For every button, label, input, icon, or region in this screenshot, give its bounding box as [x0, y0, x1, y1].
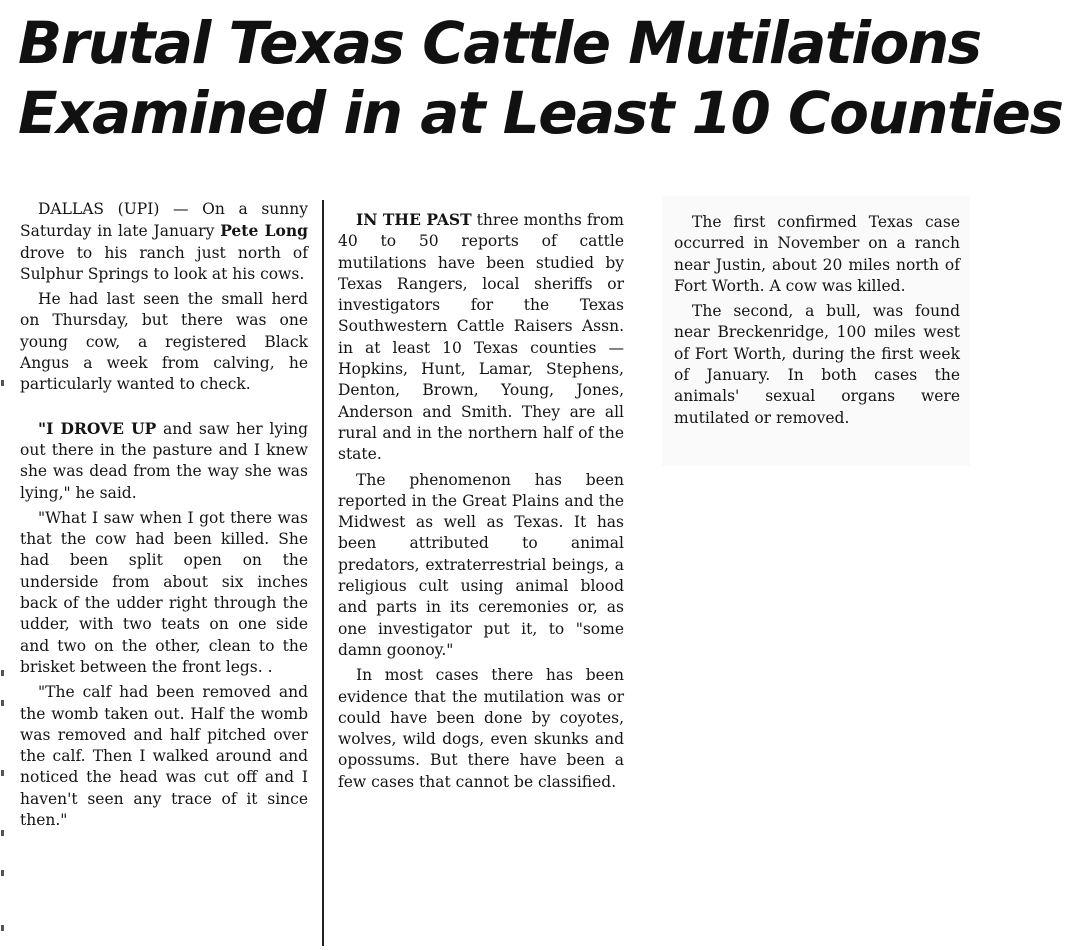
person-name: Pete Long [220, 221, 308, 241]
edge-mark [1, 830, 4, 836]
article-column-3 [674, 212, 960, 433]
paragraph: The phenomenon has been reported in the Great Plains and the Midwest as well as Texas. It has been attributed to animal predators, extraterrestrial beings, a religious cult using animal blood and parts in its ceremonies or, as one investigator put it, to "some damn goonoy." [338, 470, 624, 659]
headline-line-1: Brutal Texas Cattle Mutilations [18, 9, 981, 77]
headline [18, 8, 1078, 148]
paragraph-text: drove to his ranch just north of Sulphur Springs to look at his cows. [20, 243, 308, 283]
paragraph [20, 418, 308, 504]
paragraph: The second, a bull, was found near Breckenridge, 100 miles west of Fort Worth, during the first week of January. In both cases the animals' sexual organs were mutilated or removed. [674, 302, 960, 427]
paragraph [20, 199, 308, 285]
paragraph-text: On a sunny Saturday in late January [20, 200, 308, 241]
paragraph: He had last seen the small herd on Thursday, but there was one young cow, a registered Black Angus a week from calving, he particularly wanted to check. [20, 290, 308, 394]
paragraph [338, 209, 624, 466]
edge-mark [1, 925, 4, 931]
edge-mark [1, 770, 4, 776]
paragraph: The first confirmed Texas case occurred in November on a ranch near Justin, about 20 miles north of Fort Worth. A cow was killed. [674, 213, 960, 295]
dateline: DALLAS (UPI) — [38, 200, 189, 218]
paragraph: In most cases there has been evidence that the mutilation was or could have been done by coyotes, wolves, wild dogs, even skunks and opossums. But there have been a few cases that cannot be classified. [338, 666, 624, 791]
scan-edge-marks [0, 370, 6, 950]
edge-mark [1, 700, 4, 706]
article-column-2 [338, 209, 624, 797]
edge-mark [1, 870, 4, 876]
lead-in: IN THE PAST [356, 210, 472, 229]
paragraph-text: three months from 40 to 50 reports of cattle mutilations have been studied by Texas Rangers, local sheriffs or investigators for the Texas Southwestern Cattle Raisers Assn. in at least 10 Texas counties —Hopkins, Hunt, Lamar, Stephens, Denton, Brown, Young, Jones, Anderson and Smith. They are all rural and in the northern half of the state. [338, 211, 624, 464]
column-divider [322, 200, 324, 946]
article-column-1 [20, 199, 308, 835]
paragraph-text: and saw her lying out there in the pasture and I knew she was dead from the way she was lying," he said. [20, 419, 308, 502]
edge-mark [1, 670, 4, 676]
lead-in: "I DROVE UP [38, 418, 157, 438]
headline-line-2: Examined in at Least 10 Counties [18, 79, 1063, 147]
edge-mark [1, 380, 4, 386]
paragraph: "What I saw when I got there was that the cow had been killed. She had been split open on the underside from about six inches back of the udder right through the udder, with two teats on one side and two on the other, clean to the brisket between the front legs. . [20, 508, 308, 676]
paragraph: "The calf had been removed and the womb taken out. Half the womb was removed and half pitched over the calf. Then I walked around and noticed the head was cut off and I haven't seen any trace of it since then." [20, 683, 308, 830]
